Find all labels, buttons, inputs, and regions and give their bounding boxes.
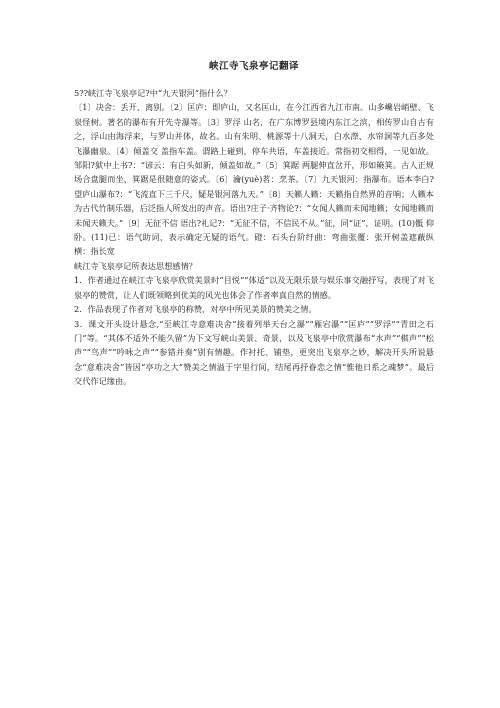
question-heading: 峡江寺飞泉亭记所表达思想感情？: [74, 260, 197, 271]
document-title: 峡江寺飞泉亭记翻译: [208, 61, 299, 72]
answer-3: 3．课文开头设计悬念,“至峡江寺意难决舍”接着列举天台之瀑”“雁宕瀑”“匡庐”“罗浮”“青田之石门”等。“其体不适外不能久留”为下文写峡山美景、奇景，以及飞泉亭中欣赏瀑布“水声”“棋声”“松声”“鸟声”“吟咏之声”“参错并奏”别有情趣。作衬托、铺垫，更突出飞泉亭之妙，解决开头所说悬念“意难决舍”皆因“亭功之大”赞美之情溢于字里行间，结尾再抒眷恋之情“惟他日系之魂梦”。最后交代作记缘由。: [74, 318, 434, 387]
answer-2: 2．作品表现了作者对飞泉亭的称赞，对亭中所见美景的赞美之情。: [74, 304, 317, 315]
annotation-notes: 〔1〕决舍：丢开、离别。〔2〕匡庐：即庐山，又名匡山，在今江西省九江市南。山多巉岩峭壁、飞泉怪树。著名的瀑布有开先寺瀑等。〔3〕罗浮 山名，在广东博罗县境内东江之滨，相传罗山自古有之，浮山由海浮来，与罗山并体，故名。山有朱明、桃源等十八洞天，白水漈、水帘洞等九百多处飞瀑幽泉。〔4〕倾盖交 盖指车盖。谓路上碰到，停车共语，车盖接近。常指初交相得，一见如故。邹阳?狱中上书?：“谚云：有白头如新，倾盖如故。”〔5〕箕踞 两腿伸直岔开，形如簸箕。古人正规场合盘腿而坐，箕踞是很随意的姿式。〔6〕瀹(yuè)茗：烹茶。〔7〕九天银河：指瀑布。语本李白?望庐山瀑布?：“飞流直下三千尺，疑是银河落九天。”〔8〕天籁人籁：天籁指自然界的音响；人籁本为古代竹制乐器，后泛指人所发出的声音。语出?庄子·齐物论?：“女闻人籁而未闻地籁；女闻地籁而未闻天籁夫。”〔9〕无征不信 语出?礼记?：“无征不信，不信民不从。”征，同“证”，证明。(10)骶 仰卧。(11)已：语气助词，表示确定无疑的语气。磴：石头台阶纡曲：弯曲张覆：张开树盖遮蔽纵横：指长宽: [74, 102, 434, 257]
answer-1: 1．作者通过在峡江寺飞泉亭欣赏美景时“目悦”“体适”以及无限乐景与娱乐事交融抒写，表现了对飞泉亭的赞赏，让人们既领略到优美的风光也体会了作者率真自然的情感。: [74, 275, 434, 300]
document-page: [74, 58, 434, 389]
question-5: 5??峡江寺飞泉亭记?中“九天银河”指什么？: [74, 88, 232, 98]
